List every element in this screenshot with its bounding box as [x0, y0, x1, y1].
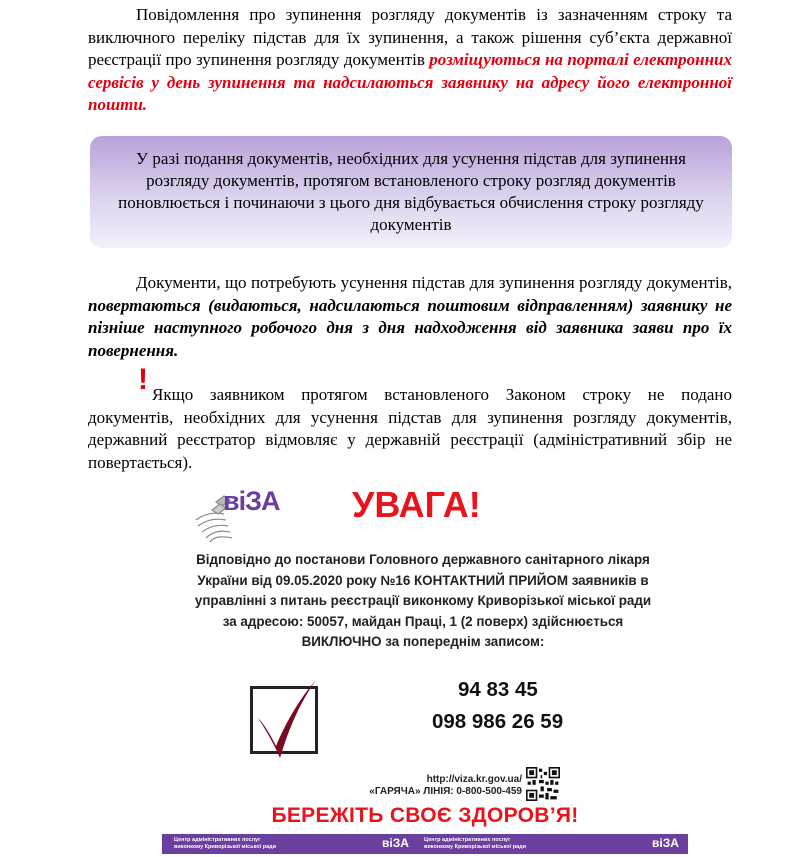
- announcement-line: за адресою: 50057, майдан Праці, 1 (2 поверх) здійснюється: [222, 613, 624, 629]
- contact-reception-announcement: [168, 550, 678, 653]
- hotline-number: «ГАРЯЧА» ЛІНІЯ: 0-800-500-459: [369, 786, 522, 797]
- footer-org-line: виконкому Криворізької міської ради: [174, 843, 276, 850]
- announcement-line: України від 09.05.2020 року №16 КОНТАКТНИЙ ПРИЙОМ заявників в: [197, 572, 649, 588]
- footer-band: [162, 834, 688, 854]
- announcement-line: ВИКЛЮЧНО за попереднім записом:: [301, 634, 545, 649]
- footer-logo: віЗА: [652, 836, 679, 850]
- documents-return-paragraph: [88, 272, 732, 362]
- documents-return-text: Документи, що потребують усунення підстав для зупинення розгляду документів,: [136, 273, 732, 292]
- viza-logo-text: віЗА: [223, 486, 280, 516]
- refusal-paragraph: [88, 384, 732, 474]
- suspension-notice-paragraph: [88, 4, 732, 117]
- suspension-notice-text: Повідомлення про зупинення розгляду документів із зазначенням строку та виключного переліку підстав для їх зупинення, а також рішення суб’єкта державної реєстрації про зупинення розгляду документів: [88, 5, 732, 69]
- footer-org-line: виконкому Криворізької міської ради: [424, 843, 526, 850]
- announcement-line: Відповідно до постанови Головного державного санітарного лікаря: [196, 552, 650, 567]
- qr-code-icon: [526, 767, 560, 801]
- checkbox-check-icon: [246, 674, 336, 764]
- footer-org: [424, 834, 526, 857]
- footer-org-line: Центр адміністративних послуг: [424, 837, 511, 843]
- resumption-notice-text: У разі подання документів, необхідних для усунення підстав для зупинення розгляду документів, протягом встановленого строку розгляд документів поновлюється і починаючи з цього дня відбувається обчислення строку розгляду документів: [118, 149, 704, 234]
- phone-number-city: 94 83 45: [458, 678, 538, 701]
- warning-exclamation-mark: !: [138, 363, 148, 396]
- footer-org-line: Центр адміністративних послуг: [174, 837, 261, 843]
- documents-return-emphasis: повертаються (видаються, надсилаються поштовим відправленням) заявнику не пізніше наступного робочого дня з дня надходження від заявника заяви про їх повернення.: [88, 295, 732, 360]
- footer-logo: віЗА: [382, 836, 409, 850]
- health-slogan: БЕРЕЖІТЬ СВОЄ ЗДОРОВ’Я!: [271, 804, 579, 827]
- phone-number-mobile: 098 986 26 59: [432, 710, 564, 733]
- footer-org: [174, 834, 276, 857]
- announcement-line: управлінні з питань реєстрації виконкому Криворізької міської ради: [194, 593, 652, 608]
- resumption-notice-box: [90, 136, 732, 248]
- attention-poster: [160, 478, 690, 857]
- website-link: http://viza.kr.gov.ua/: [426, 774, 522, 785]
- refusal-text: Якщо заявником протягом встановленого Законом строку не подано документів, необхідних для усунення підстав для зупинення розгляду документів, державний реєстратор відмовляє у державній реєстрації (адміністративний збір не повертається).: [88, 385, 732, 472]
- suspension-notice-emphasis: розміщуються на порталі електронних сервісів у день зупинення та надсилаються заявнику на адресу його електронної пошти.: [88, 50, 732, 114]
- attention-heading: УВАГА!: [352, 484, 481, 525]
